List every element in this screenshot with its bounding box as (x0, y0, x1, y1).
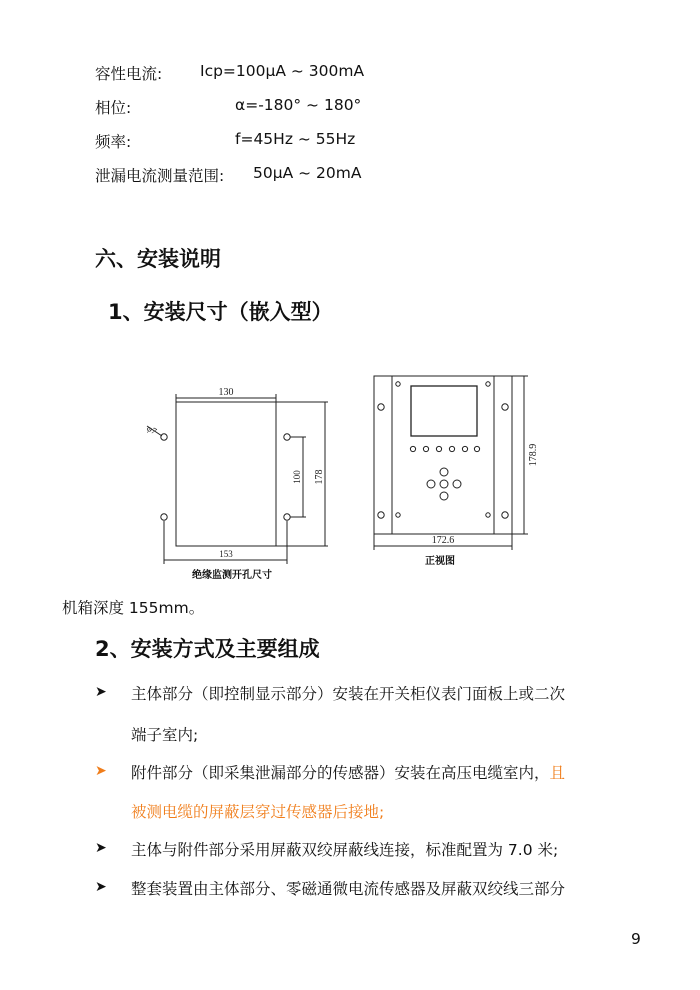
dim-width-label: 130 (218, 387, 234, 398)
bullet-marker-1: ➤ (95, 684, 107, 700)
spec-label-phase: 相位: (95, 99, 132, 117)
front-panel-outline (374, 376, 512, 534)
bullet-2-line-1 (131, 761, 565, 783)
front-width-label: 172.6 (431, 535, 455, 546)
cutout-caption: 绝缘监测开孔尺寸 (192, 570, 272, 581)
mount-hole-bottom-left (161, 514, 167, 520)
spec-value-capacitive: Icp=100μA ~ 300mA (200, 62, 365, 80)
flange-hole-top-right (502, 404, 508, 410)
bullet-2-highlight-start: 且 (549, 764, 566, 782)
bullet-1-line-2: 端子室内; (131, 726, 199, 744)
nav-down-button (440, 492, 448, 500)
dim-hole-label: φ7 (145, 422, 159, 437)
bullet-2-text: 附件部分（即采集泄漏部分的传感器）安装在高压电缆室内， (131, 764, 550, 782)
spec-label-leakage: 泄漏电流测量范围: (95, 167, 225, 185)
flange-hole-bottom-right (502, 512, 508, 518)
spec-label-frequency: 频率: (95, 133, 132, 151)
bullet-marker-2: ➤ (95, 763, 107, 779)
spec-value-phase: α=-180° ~ 180° (235, 96, 362, 114)
nav-left-button (427, 480, 435, 488)
cutout-outline (176, 402, 276, 546)
front-view-drawing (374, 376, 528, 550)
mount-hole-top-left (161, 434, 167, 440)
chassis-depth-text: 机箱深度 155mm。 (62, 599, 205, 617)
bullet-4-line-1: 整套装置由主体部分、零磁通微电流传感器及屏蔽双绞线三部分 (131, 880, 566, 898)
panel-button-1 (410, 446, 415, 451)
bullet-1-line-1: 主体部分（即控制显示部分）安装在开关柜仪表门面板上或二次 (131, 685, 566, 703)
installation-drawings (0, 360, 700, 590)
nav-up-button (440, 468, 448, 476)
spec-value-frequency: f=45Hz ~ 55Hz (235, 130, 356, 148)
panel-button-5 (462, 446, 467, 451)
front-view-caption: 正视图 (425, 556, 455, 567)
subsection-heading-installation: 2、安装方式及主要组成 (95, 637, 320, 661)
flange-hole-top-left (378, 404, 384, 410)
panel-button-4 (449, 446, 454, 451)
bullet-2-line-2: 被测电缆的屏蔽层穿过传感器后接地; (131, 803, 385, 821)
panel-button-6 (474, 446, 479, 451)
front-height-label: 178.9 (528, 443, 539, 467)
page-number: 9 (631, 930, 641, 948)
panel-button-3 (436, 446, 441, 451)
bullet-marker-4: ➤ (95, 879, 107, 895)
panel-button-2 (423, 446, 428, 451)
nav-right-button (453, 480, 461, 488)
section-heading: 六、安装说明 (95, 247, 221, 271)
spec-value-leakage: 50μA ~ 20mA (253, 164, 362, 182)
dim-bottom-label: 153 (219, 549, 233, 559)
subsection-heading-dimensions: 1、安装尺寸（嵌入型） (108, 300, 333, 324)
mount-hole-bottom-right (284, 514, 290, 520)
dim-hole-spacing-label: 100 (292, 470, 302, 484)
bullet-marker-3: ➤ (95, 840, 107, 856)
spec-label-capacitive: 容性电流: (95, 65, 163, 83)
nav-center-button (440, 480, 448, 488)
mount-hole-top-right (284, 434, 290, 440)
dim-height-label: 178 (314, 469, 325, 485)
flange-hole-bottom-left (378, 512, 384, 518)
display-screen (411, 386, 477, 436)
bullet-3-line-1: 主体与附件部分采用屏蔽双绞屏蔽线连接，标准配置为 7.0 米; (131, 841, 559, 859)
